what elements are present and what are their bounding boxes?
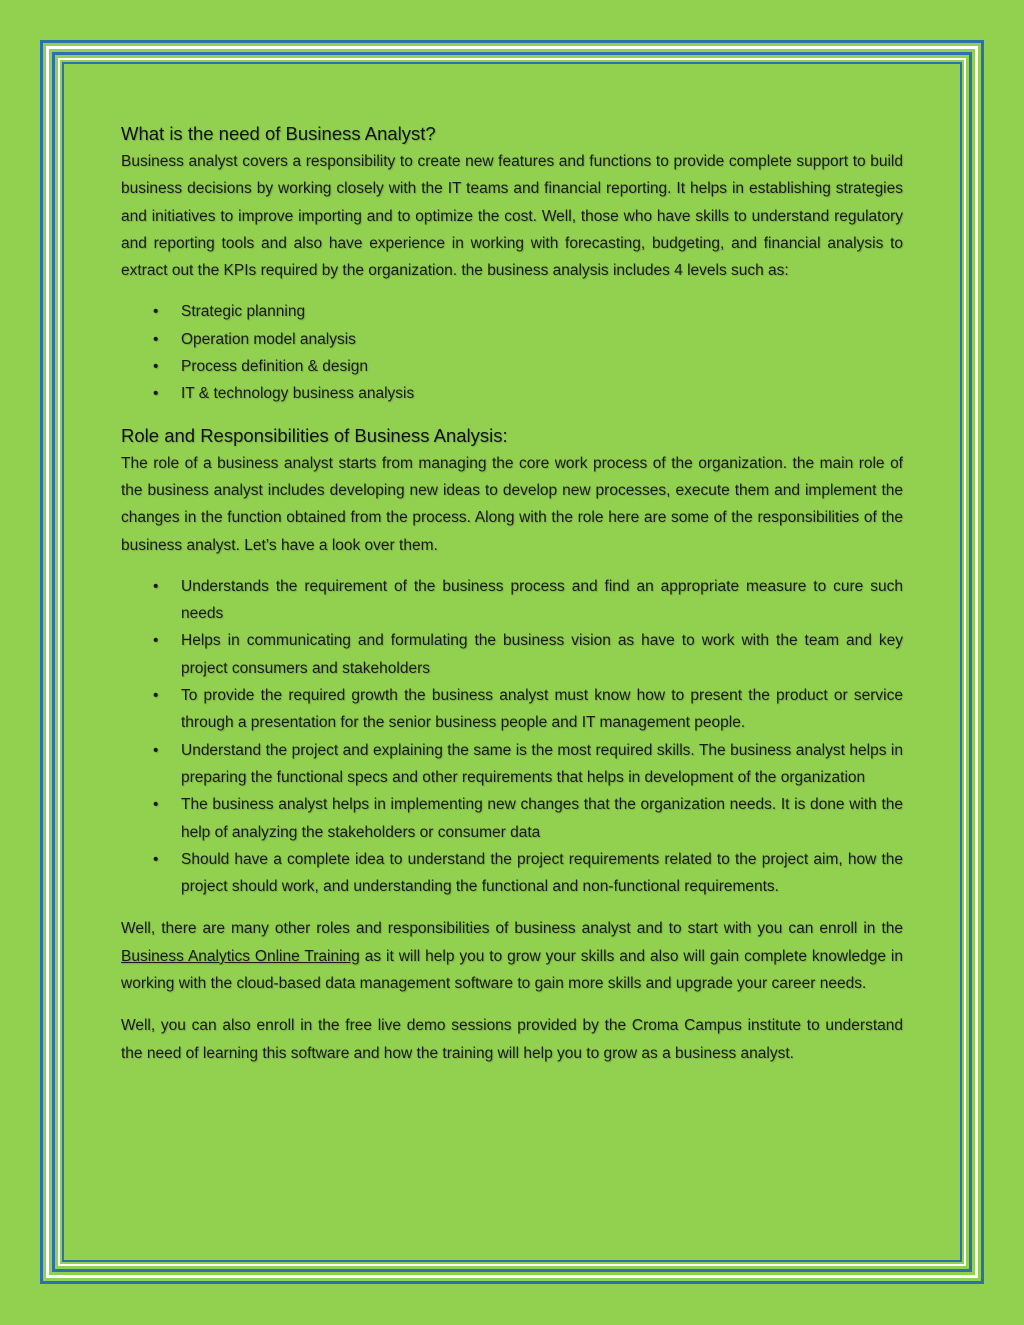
business-analytics-training-link[interactable]: Business Analytics Online Training xyxy=(121,947,360,965)
list-item: • The business analyst helps in implementing new changes that the organization needs. It is done with the help of analyzing the stakeholders or consumer data xyxy=(121,791,903,846)
bullet-icon: • xyxy=(153,687,159,705)
list-item: • Strategic planning xyxy=(121,298,903,325)
section-paragraph-need: Business analyst covers a responsibility to create new features and functions to provide complete support to build business decisions by working closely with the IT teams and financial reporting. It helps in establishing strategies and initiatives to improve importing and to optimize the cost. Well, those who have skills to understand regulatory and reporting tools and also have experience in working with forecasting, budgeting, and financial analysis to extract out the KPIs required by the organization. the business analysis includes 4 levels such as: xyxy=(121,153,903,280)
bullet-icon: • xyxy=(153,850,159,868)
list-item: • Helps in communicating and formulating the business vision as have to work with the team and key project consumers and stakeholders xyxy=(121,627,903,682)
bullet-icon: • xyxy=(153,358,159,376)
bullet-icon: • xyxy=(153,796,159,814)
section-paragraph-roles: The role of a business analyst starts from managing the core work process of the organization. the main role of the business analyst includes developing new ideas to develop new processes, execute them and implement the changes in the function obtained from the process. Along with the role here are some of the responsibilities of the business analyst. Let’s have a look over them. xyxy=(121,454,903,554)
bullet-icon: • xyxy=(153,741,159,759)
list-item: • Understand the project and explaining the same is the most required skills. The business analyst helps in preparing the functional specs and other requirements that helps in development of the organization xyxy=(121,737,903,792)
list-item: • IT & technology business analysis xyxy=(121,380,903,407)
section-heading-roles: Role and Responsibilities of Business Analysis: xyxy=(121,424,508,446)
closing-paragraph-demo: Well, you can also enroll in the free live demo sessions provided by the Croma Campus institute to understand the need of learning this software and how the training will help you to grow as a business analyst. xyxy=(121,1017,903,1062)
list-item: • Operation model analysis xyxy=(121,326,903,353)
section-heading-need: What is the need of Business Analyst? xyxy=(121,123,436,144)
list-item: • Process definition & design xyxy=(121,353,903,380)
bullet-icon: • xyxy=(153,577,159,595)
bullet-icon: • xyxy=(153,632,159,650)
bullet-icon: • xyxy=(153,303,159,321)
levels-list xyxy=(121,298,903,407)
list-item: • To provide the required growth the business analyst must know how to present the product or service through a presentation for the senior business people and IT management people. xyxy=(121,682,903,737)
document-body xyxy=(121,120,903,1067)
responsibilities-list xyxy=(121,573,903,901)
list-item: • Understands the requirement of the business process and find an appropriate measure to cure such needs xyxy=(121,573,903,628)
bullet-icon: • xyxy=(153,330,159,348)
closing-paragraph-enroll: Well, there are many other roles and responsibilities of business analyst and to start with you can enroll in the Business Analytics Online Training as it will help you to grow your skills and also will gain complete knowledge in working with the cloud-based data management software to gain more skills and upgrade your career needs. xyxy=(121,920,903,993)
bullet-icon: • xyxy=(153,385,159,403)
list-item: • Should have a complete idea to understand the project requirements related to the project aim, how the project should work, and understanding the functional and non-functional requirements. xyxy=(121,846,903,901)
